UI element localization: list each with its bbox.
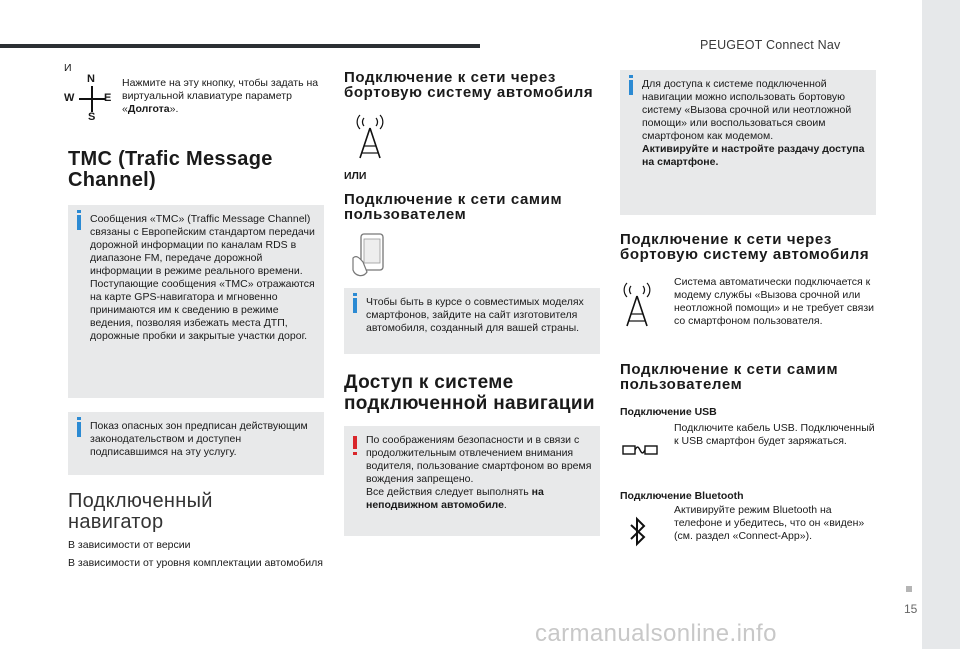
emergency-info-box [620,70,876,215]
info-icon [353,298,357,313]
emergency-info-bold: Активируйте и настройте раздачу доступа на смартфоне. [642,143,865,168]
column-3 [620,62,876,548]
vehicle-connection-title: Подключение к сети через бортовую систему автомобиля [344,69,594,101]
info-icon [77,215,81,230]
smartphone-hand-icon [349,232,389,280]
warning-text: По соображениям безопасности и в связи с продолжительным отвлечением внимания водителя, пользование смартфоном во время вождения запрещено. [366,434,592,485]
usb-row [620,422,876,480]
antenna-icon [620,282,654,328]
bluetooth-icon [628,516,648,548]
user-connection-title: Подключение к сети самим пользователем [620,361,839,393]
version-line-2: В зависимости от уровня комплектации автомобиля [68,557,323,569]
smartphone-info-box [344,288,600,354]
user-connection-title: Подключение к сети самим пользователем [344,191,563,223]
warning-box [344,426,600,536]
usb-cable-icon [622,436,658,466]
brand-header: PEUGEOT Connect Nav [700,38,841,52]
info-icon [629,80,633,95]
column-1 [64,62,324,570]
danger-info-text: Показ опасных зон предписан действующим законодательством и доступен подписавшимся на эту услугу. [90,420,308,458]
tmc-title: TMC (Trafic Message Channel) [68,148,273,191]
compass-row [64,71,324,131]
info-icon [77,422,81,437]
usb-text: Подключите кабель USB. Подключенный к USB смартфон будет заряжаться. [674,422,875,447]
antenna-icon [353,114,387,160]
tmc-info-box [68,205,324,398]
vehicle-connection-row [620,276,876,336]
warning-icon [353,436,357,449]
version-line-1: В зависимости от версии [68,539,191,551]
vehicle-connection-title: Подключение к сети через бортовую систему автомобиля [620,231,870,263]
smartphone-info-text: Чтобы быть в курсе о совместимых моделях смартфонов, зайдите на сайт изготовителя автомобиля, созданный для вашей страны. [366,296,584,334]
page-number: 15 [904,602,918,616]
page-marker [906,586,912,592]
bluetooth-title: Подключение Bluetooth [620,490,744,502]
warning-text-2: Все действия следует выполнять на неподвижном автомобиле. [366,486,544,511]
tmc-info-text: Сообщения «TMC» (Traffic Message Channel) связаны с Европейским стандартом передачи дорожной информации по каналам RDS в диапазоне FM, передаче дорожной информации в режиме реального времени. Поступающие сообщения «TMC» отражаются на карте GPS-навигатора и мгновенно принимаются им к сведению в режиме ведения, позволяя избежать места ДТП, дорожные пробки и закрытые участки дорог. [90,213,315,342]
emergency-info-text: Для доступа к системе подключенной навигации можно использовать бортовую систему «Вызова срочной или неотложной помощи» или воспользоваться своим смартфоном как модемом. [642,78,852,142]
nav-title: Подключенный навигатор [68,490,213,533]
watermark: carmanualsonline.info [535,620,777,647]
bluetooth-text: Активируйте режим Bluetooth на телефоне и убедитесь, что он «виден» (см. раздел «Connect-App»). [674,504,865,542]
compass-icon: N E S W [64,73,112,123]
bluetooth-row [620,504,876,548]
or-label: ИЛИ [344,170,367,182]
or-label: И [64,62,72,74]
usb-title: Подключение USB [620,406,717,418]
header-rule [0,44,480,48]
column-2 [344,62,600,536]
side-strip [922,0,960,649]
vehicle-connection-text: Система автоматически подключается к модему службы «Вызова срочной или неотложной помощи» и не требует связи со смартфоном пользователя. [674,276,874,327]
access-title: Доступ к системе подключенной навигации [344,372,595,414]
danger-info-box [68,412,324,475]
compass-description: Нажмите на эту кнопку, чтобы задать на виртуальной клавиатуре параметр «Долгота». [122,77,319,115]
